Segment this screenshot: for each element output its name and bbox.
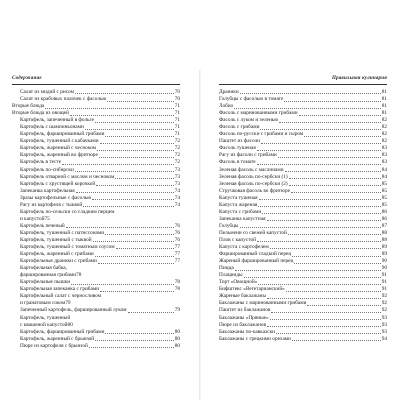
dot-leader xyxy=(288,234,381,235)
toc-entry-title: Паштет из баклажанов xyxy=(219,307,271,314)
dot-leader xyxy=(286,291,381,292)
dot-leader xyxy=(75,171,174,172)
toc-entry-page: 82 xyxy=(381,124,387,131)
toc-entry-title: Вторые блюда xyxy=(12,103,45,110)
toc-entry xyxy=(12,89,180,96)
dot-leader xyxy=(270,319,381,320)
toc-entry xyxy=(219,96,387,103)
toc-entry-title: Салат из крабовых палочек с фасолью xyxy=(20,96,107,103)
toc-entry-page: 79 xyxy=(174,307,180,314)
dot-leader xyxy=(97,150,174,151)
dot-leader xyxy=(257,241,381,242)
toc-entry-page: 79 xyxy=(65,300,71,307)
toc-entry-title: Стручковая фасоль во фритюре xyxy=(219,187,290,194)
dot-leader xyxy=(299,115,381,116)
toc-entry-page: 72 xyxy=(174,138,180,145)
toc-entry-page: 88 xyxy=(381,236,387,243)
toc-entry-title: Баклажаны с маринованными грибами xyxy=(219,300,307,307)
toc-entry-page: 84 xyxy=(381,166,387,173)
toc-entry-page: 70 xyxy=(174,89,180,95)
dot-leader xyxy=(276,333,381,334)
dot-leader xyxy=(259,199,381,200)
toc-entry-page: 94 xyxy=(381,335,387,342)
toc-entry xyxy=(12,181,180,188)
toc-entry xyxy=(12,307,180,314)
dot-leader xyxy=(105,333,173,334)
toc-entry-page: 71 xyxy=(174,124,180,131)
toc-entry-title: Фасоль с маринованными грибами xyxy=(219,110,298,117)
dot-leader xyxy=(260,129,380,130)
toc-entry xyxy=(219,315,387,322)
dot-leader xyxy=(267,220,381,221)
toc-entry-page: 80 xyxy=(174,328,180,335)
toc-entry xyxy=(219,138,387,145)
dot-leader xyxy=(89,347,174,348)
toc-entry-title: Лобио xyxy=(219,103,234,110)
toc-entry-title: Вторые блюда из овощей xyxy=(12,110,69,117)
dot-leader xyxy=(284,101,380,102)
toc-entry-title: Картофель печеный xyxy=(20,222,65,229)
left-page xyxy=(12,76,180,350)
toc-entry xyxy=(219,329,387,336)
dot-leader xyxy=(85,129,174,130)
toc-entry-page: 74 xyxy=(174,194,180,201)
toc-entry-title: Картофель, запеченный в фольге xyxy=(20,117,94,124)
dot-leader xyxy=(83,206,173,207)
toc-entry-page: 82 xyxy=(381,131,387,138)
toc-entry-page: 92 xyxy=(381,300,387,307)
toc-entry-title: Капуста с грибами xyxy=(219,208,262,215)
toc-entry-title: Картофель отварной с маслом и чесноком xyxy=(20,173,115,180)
toc-entry-page: 80 xyxy=(67,321,73,328)
toc-entry-title: Паштет из фасоли xyxy=(219,138,261,145)
toc-entry-page: 91 xyxy=(381,279,387,286)
dot-leader xyxy=(100,291,174,292)
toc-entry-title: Баклажаны с грецкими орехами xyxy=(219,335,291,342)
dot-leader xyxy=(292,340,381,341)
dot-leader xyxy=(105,234,174,235)
toc-entry-title: Капуста с картофелем xyxy=(219,244,269,251)
toc-entry xyxy=(219,209,387,216)
toc-entry-page: 71 xyxy=(174,103,180,110)
toc-entry xyxy=(219,322,387,329)
toc-entry-page: 81 xyxy=(381,110,387,117)
dot-leader xyxy=(62,164,174,165)
toc-entry-title: Жареный фаршированный перец xyxy=(219,258,294,265)
toc-entry-page: 92 xyxy=(381,293,387,300)
toc-entry-page: 77 xyxy=(174,244,180,251)
toc-entry-title: Запеканка капустная xyxy=(219,215,266,222)
toc-entry-page: 73 xyxy=(174,180,180,187)
dot-leader xyxy=(116,248,174,249)
toc-entry-page: 71 xyxy=(174,131,180,138)
toc-entry-page: 71 xyxy=(174,117,180,124)
toc-entry xyxy=(12,336,180,343)
dot-leader xyxy=(128,312,174,313)
toc-entry-title: Картофельный салат с черносливом xyxy=(20,293,102,300)
toc-entry xyxy=(219,152,387,159)
toc-entry-title: Картофель, фаршированный грибами xyxy=(20,131,105,138)
toc-entry xyxy=(219,265,387,272)
toc-entry-page: 72 xyxy=(174,159,180,166)
toc-entry xyxy=(12,188,180,195)
toc-entry-title: Бифштекс «Вегетарианский» xyxy=(219,286,285,293)
toc-entry-page: 85 xyxy=(381,201,387,208)
toc-entry xyxy=(12,202,180,209)
toc-entry-title: Картофельная бабка, xyxy=(20,265,67,272)
toc-entry-title: Фасоль тушеная xyxy=(219,145,256,152)
toc-entry-title: Баклажаны по-кавказски xyxy=(219,328,275,335)
toc-entry-title: Пицца xyxy=(219,265,234,272)
dot-leader xyxy=(258,284,380,285)
toc-entry xyxy=(219,181,387,188)
dot-leader xyxy=(267,326,381,327)
toc-entry-title: Капуста тушеная xyxy=(219,194,258,201)
toc-entry-title: Капуста жареная xyxy=(219,201,258,208)
toc-entry-page: 91 xyxy=(381,272,387,279)
right-toc-list xyxy=(219,89,387,343)
toc-entry-title: Торт «Овощной» xyxy=(219,279,258,286)
left-running-head: Содержание xyxy=(12,76,180,85)
toc-entry-page: 78 xyxy=(174,286,180,293)
dot-leader xyxy=(93,241,174,242)
toc-entry-title: Пюре из баклажанов xyxy=(219,321,266,328)
dot-leader xyxy=(95,256,174,257)
dot-leader xyxy=(234,108,380,109)
toc-entry-title: Картофель, жаренный с брынзой xyxy=(20,335,95,342)
dot-leader xyxy=(105,136,173,137)
toc-entry-page: 83 xyxy=(381,145,387,152)
toc-entry-title: Картофельная запеканка с грибами xyxy=(20,286,100,293)
dot-leader xyxy=(307,305,380,306)
toc-entry-page: 83 xyxy=(381,152,387,159)
toc-entry-title: Голубцы с фасолью в томате xyxy=(219,96,284,103)
toc-entry xyxy=(219,307,387,314)
toc-entry-page: 80 xyxy=(174,342,180,349)
dot-leader xyxy=(107,101,173,102)
dot-leader xyxy=(244,277,381,278)
toc-entry-title: Картофель с шампиньонами xyxy=(20,124,84,131)
dot-leader xyxy=(279,122,381,123)
toc-entry xyxy=(219,195,387,202)
toc-entry xyxy=(12,343,180,350)
dot-leader xyxy=(262,213,381,214)
toc-entry-page: 72 xyxy=(174,145,180,152)
toc-entry-page: 81 xyxy=(381,89,387,95)
toc-entry-title: Баклажаны «Пряные» xyxy=(219,314,269,321)
toc-entry-page: 82 xyxy=(381,117,387,124)
book-gutter xyxy=(199,70,201,400)
toc-entry xyxy=(219,336,387,343)
dot-leader xyxy=(98,263,174,264)
toc-entry-title: Картофель, тушенный с патиссонами xyxy=(20,229,105,236)
dot-leader xyxy=(294,263,380,264)
toc-entry-page: 86 xyxy=(381,215,387,222)
toc-entry-title: Зразы картофельные с фасолью xyxy=(20,194,92,201)
toc-entry-title: с квашеной капустой xyxy=(20,321,68,328)
toc-entry-page: 74 xyxy=(174,187,180,194)
toc-entry-title: Картофель, тушенный xyxy=(20,314,71,321)
dot-leader xyxy=(289,178,381,179)
toc-entry-page: 85 xyxy=(381,194,387,201)
toc-entry-page: 93 xyxy=(381,314,387,321)
dot-leader xyxy=(66,227,174,228)
toc-entry-title: Картофель по-сибирски xyxy=(20,166,74,173)
dot-leader xyxy=(92,199,173,200)
toc-entry-title: Фасоль по-русски с грибами и сыром xyxy=(219,131,304,138)
dot-leader xyxy=(289,185,381,186)
toc-entry-page: 77 xyxy=(174,251,180,258)
toc-entry-title: Рагу из фасоли с грибами xyxy=(219,152,277,159)
toc-entry-page: 83 xyxy=(381,159,387,166)
toc-entry-title: Картофель, тушенный с тыквой xyxy=(20,236,92,243)
toc-entry-title: Драники xyxy=(219,89,239,95)
toc-entry-page: 89 xyxy=(381,244,387,251)
toc-entry-page: 82 xyxy=(381,138,387,145)
toc-entry-title: Картофель, жаренный с чесноком xyxy=(20,145,97,152)
toc-entry-title: Фасоль в томате xyxy=(219,159,256,166)
toc-entry-page: 73 xyxy=(174,166,180,173)
toc-entry xyxy=(219,237,387,244)
toc-entry-page: 86 xyxy=(381,208,387,215)
toc-entry xyxy=(12,293,180,300)
toc-entry-page: 92 xyxy=(381,307,387,314)
toc-entry xyxy=(219,89,387,96)
toc-entry-page: 87 xyxy=(381,222,387,229)
dot-leader xyxy=(261,143,381,144)
dot-leader xyxy=(292,256,381,257)
toc-entry-page: 81 xyxy=(381,103,387,110)
dot-leader xyxy=(270,248,381,249)
toc-entry-title: и капустой xyxy=(20,215,45,222)
toc-entry xyxy=(12,167,180,174)
dot-leader xyxy=(258,206,380,207)
toc-entry xyxy=(219,216,387,223)
toc-entry xyxy=(219,188,387,195)
toc-entry-page: 72 xyxy=(174,152,180,159)
toc-entry-title: Голубцы xyxy=(219,222,239,229)
toc-entry-title: Картофельные драники с грибами xyxy=(20,258,97,265)
toc-entry-page: 90 xyxy=(381,265,387,272)
toc-entry-title: Фасоль с луком и зеленью xyxy=(219,117,279,124)
toc-entry-title: Рагу из картофеля с тыквой xyxy=(20,201,83,208)
toc-entry-page: 76 xyxy=(174,236,180,243)
toc-entry-title: Жареные баклажаны xyxy=(219,293,267,300)
dot-leader xyxy=(95,340,174,341)
toc-entry-title: Плацинды xyxy=(219,272,243,279)
dot-leader xyxy=(257,150,381,151)
toc-entry xyxy=(12,216,180,223)
dot-leader xyxy=(95,122,174,123)
toc-entry-title: Картофель с хрустящей корочкой xyxy=(20,180,96,187)
dot-leader xyxy=(257,164,381,165)
toc-entry-title: Картофель, фаршированный грибами xyxy=(20,328,105,335)
toc-entry xyxy=(12,209,180,216)
toc-entry-page: 88 xyxy=(381,229,387,236)
toc-entry-page: 74 xyxy=(174,201,180,208)
toc-entry-page: 76 xyxy=(174,229,180,236)
toc-entry-title: Фаршированный сладкий перец xyxy=(219,251,292,258)
toc-entry-page: 91 xyxy=(381,286,387,293)
toc-entry xyxy=(12,230,180,237)
toc-entry-page: 89 xyxy=(381,251,387,258)
toc-entry-title: Зеленая фасоль по-сербски (1) xyxy=(219,173,288,180)
left-toc-list xyxy=(12,89,180,350)
toc-entry-page: 78 xyxy=(174,279,180,286)
toc-entry xyxy=(12,159,180,166)
dot-leader xyxy=(99,157,174,158)
dot-leader xyxy=(267,298,381,299)
toc-entry xyxy=(219,202,387,209)
toc-entry-title: Картофель, тушенный с кабачками xyxy=(20,138,99,145)
dot-leader xyxy=(71,284,174,285)
toc-entry-title: Картофель в тесте xyxy=(20,159,62,166)
toc-entry-title: Запеченный картофель, фаршированный луком xyxy=(20,307,127,314)
dot-leader xyxy=(235,270,381,271)
toc-entry xyxy=(12,322,180,329)
toc-entry-page: 84 xyxy=(381,173,387,180)
toc-entry xyxy=(12,237,180,244)
toc-entry-page: 78 xyxy=(76,272,82,279)
toc-entry-page: 76 xyxy=(174,222,180,229)
toc-entry xyxy=(219,230,387,237)
toc-entry-page: 70 xyxy=(174,96,180,103)
toc-entry xyxy=(12,315,180,322)
toc-entry-title: Зеленая фасоль с маслинами xyxy=(219,166,284,173)
toc-entry-page: 93 xyxy=(381,328,387,335)
toc-entry-title: Фасоль с грибами xyxy=(219,124,260,131)
toc-entry-page: 81 xyxy=(381,96,387,103)
toc-entry xyxy=(219,258,387,265)
toc-entry-page: 85 xyxy=(381,187,387,194)
dot-leader xyxy=(75,93,174,94)
dot-leader xyxy=(76,192,174,193)
toc-entry-title: Картофель, тушенный с томатным соусом xyxy=(20,244,115,251)
toc-entry-title: Пельмени со свежей капустой xyxy=(219,229,287,236)
dot-leader xyxy=(291,192,381,193)
dot-leader xyxy=(285,171,381,172)
toc-entry-title: Картофельные пышки xyxy=(20,279,71,286)
toc-entry-page: 77 xyxy=(174,258,180,265)
right-page xyxy=(219,76,387,343)
toc-entry-title: и гранатовым соком xyxy=(20,300,66,307)
toc-entry xyxy=(219,110,387,117)
toc-entry xyxy=(219,167,387,174)
dot-leader xyxy=(278,157,381,158)
toc-entry xyxy=(12,174,180,181)
dot-leader xyxy=(304,136,380,137)
toc-entry-page: 90 xyxy=(381,258,387,265)
dot-leader xyxy=(240,227,381,228)
toc-entry xyxy=(12,223,180,230)
toc-entry-title: Картофель, жаренный во фритюре xyxy=(20,152,98,159)
dot-leader xyxy=(240,93,381,94)
dot-leader xyxy=(100,143,174,144)
toc-entry-title: Зеленая фасоль по-сербски (2) xyxy=(219,180,288,187)
dot-leader xyxy=(45,108,173,109)
dot-leader xyxy=(115,178,173,179)
right-running-head: Правильная кулинария xyxy=(219,76,387,85)
toc-entry-page: 75 xyxy=(44,215,50,222)
toc-entry-page: 93 xyxy=(381,321,387,328)
toc-entry-page: 80 xyxy=(174,335,180,342)
toc-entry-page: 73 xyxy=(174,173,180,180)
toc-entry xyxy=(12,195,180,202)
toc-entry-page: 85 xyxy=(381,180,387,187)
toc-entry-title: фаршированная грибами xyxy=(20,272,77,279)
dot-leader xyxy=(70,115,174,116)
toc-entry-title: Картофель, жаренный с грибами xyxy=(20,251,94,258)
toc-entry-title: Запеканка картофельная xyxy=(20,187,75,194)
toc-entry-page: 71 xyxy=(174,110,180,117)
dot-leader xyxy=(271,312,380,313)
toc-entry xyxy=(219,223,387,230)
dot-leader xyxy=(96,185,174,186)
toc-entry-title: Пюре из картофеля с брынзой xyxy=(20,342,88,349)
toc-entry xyxy=(12,329,180,336)
toc-entry-title: Картофель по-сельски со сладким перцем xyxy=(20,208,115,215)
toc-entry xyxy=(219,159,387,166)
toc-entry-title: Салат из мидий с рисом xyxy=(20,89,74,95)
toc-entry xyxy=(219,174,387,181)
toc-entry-title: Плов с капустой xyxy=(219,236,256,243)
